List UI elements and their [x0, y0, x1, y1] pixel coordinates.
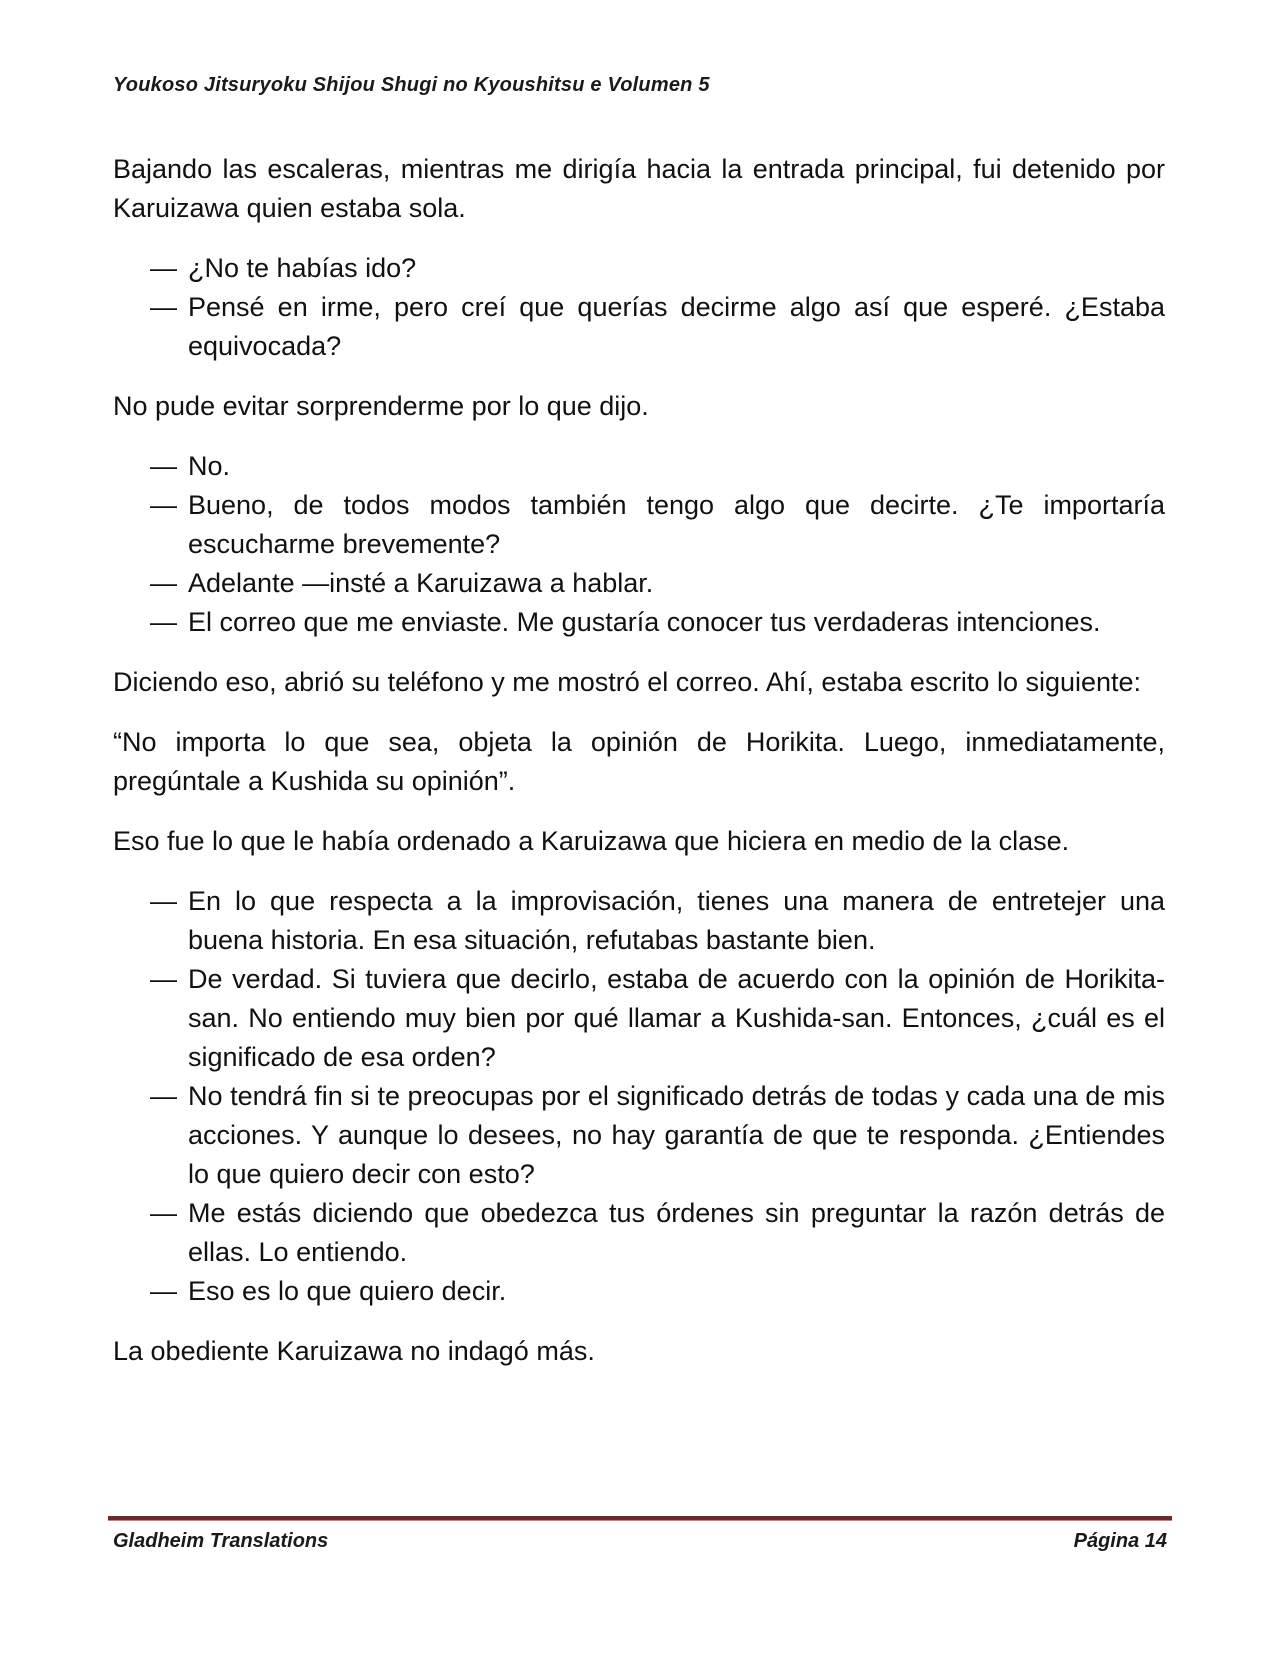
dialogue-text: Bueno, de todos modos también tengo algo que decirte. ¿Te importaría escucharme brevemente?	[188, 490, 1165, 559]
paragraph: La obediente Karuizawa no indagó más.	[113, 1336, 595, 1366]
dialogue-line	[113, 1272, 1165, 1311]
dialogue-text: Me estás diciendo que obedezca tus órdenes sin preguntar la razón detrás de ellas. Lo entiendo.	[188, 1198, 1165, 1267]
paragraph: Eso fue lo que le había ordenado a Karuizawa que hiciera en medio de la clase.	[113, 826, 1070, 856]
dialogue-block	[113, 447, 1165, 642]
body-text	[113, 150, 1165, 1392]
dialogue-line	[113, 447, 1165, 486]
dialogue-text: El correo que me enviaste. Me gustaría conocer tus verdaderas intenciones.	[188, 607, 1101, 637]
dialogue-line	[113, 882, 1165, 960]
em-dash: —	[150, 1276, 177, 1306]
dialogue-text: No tendrá fin si te preocupas por el significado detrás de todas y cada una de mis acciones. Y aunque lo desees, no hay garantía de que te responda. ¿Entiendes lo que quiero decir con esto?	[188, 1081, 1165, 1189]
dialogue-line	[113, 1194, 1165, 1272]
footer-publisher: Gladheim Translations	[113, 1530, 329, 1552]
em-dash: —	[150, 1198, 177, 1228]
dialogue-line	[113, 486, 1165, 564]
dialogue-text: En lo que respecta a la improvisación, tienes una manera de entretejer una buena historia. En esa situación, refutabas bastante bien.	[188, 886, 1165, 955]
footer-rule	[108, 1516, 1172, 1521]
running-header-title: Youkoso Jitsuryoku Shijou Shugi no Kyoushitsu e Volumen 5	[113, 74, 710, 96]
paragraph: “No importa lo que sea, objeta la opinión de Horikita. Luego, inmediatamente, pregúntale a Kushida su opinión”.	[113, 727, 1165, 796]
dialogue-block	[113, 882, 1165, 1311]
em-dash: —	[150, 253, 177, 283]
dialogue-line	[113, 960, 1165, 1077]
dialogue-text: Adelante —insté a Karuizawa a hablar.	[188, 568, 654, 598]
em-dash: —	[150, 886, 177, 916]
paragraph: Bajando las escaleras, mientras me dirigía hacia la entrada principal, fui detenido por Karuizawa quien estaba sola.	[113, 154, 1165, 223]
dialogue-block	[113, 249, 1165, 366]
em-dash: —	[150, 607, 177, 637]
dialogue-text: Pensé en irme, pero creí que querías decirme algo así que esperé. ¿Estaba equivocada?	[188, 292, 1165, 361]
dialogue-line	[113, 603, 1165, 642]
em-dash: —	[150, 490, 177, 520]
em-dash: —	[150, 1081, 177, 1111]
paragraph: Diciendo eso, abrió su teléfono y me mostró el correo. Ahí, estaba escrito lo siguiente:	[113, 667, 1142, 697]
footer-page-number: Página 14	[1073, 1530, 1167, 1552]
dialogue-line	[113, 564, 1165, 603]
dialogue-text: No.	[188, 451, 231, 481]
dialogue-text: Eso es lo que quiero decir.	[188, 1276, 507, 1306]
dialogue-text: De verdad. Si tuviera que decirlo, estaba de acuerdo con la opinión de Horikita-san. No entiendo muy bien por qué llamar a Kushida-san. Entonces, ¿cuál es el significado de esa orden?	[188, 964, 1165, 1072]
em-dash: —	[150, 568, 177, 598]
dialogue-line	[113, 1077, 1165, 1194]
paragraph: No pude evitar sorprenderme por lo que dijo.	[113, 391, 649, 421]
em-dash: —	[150, 964, 177, 994]
dialogue-text: ¿No te habías ido?	[188, 253, 417, 283]
dialogue-line	[113, 249, 1165, 288]
em-dash: —	[150, 292, 177, 322]
em-dash: —	[150, 451, 177, 481]
dialogue-line	[113, 288, 1165, 366]
